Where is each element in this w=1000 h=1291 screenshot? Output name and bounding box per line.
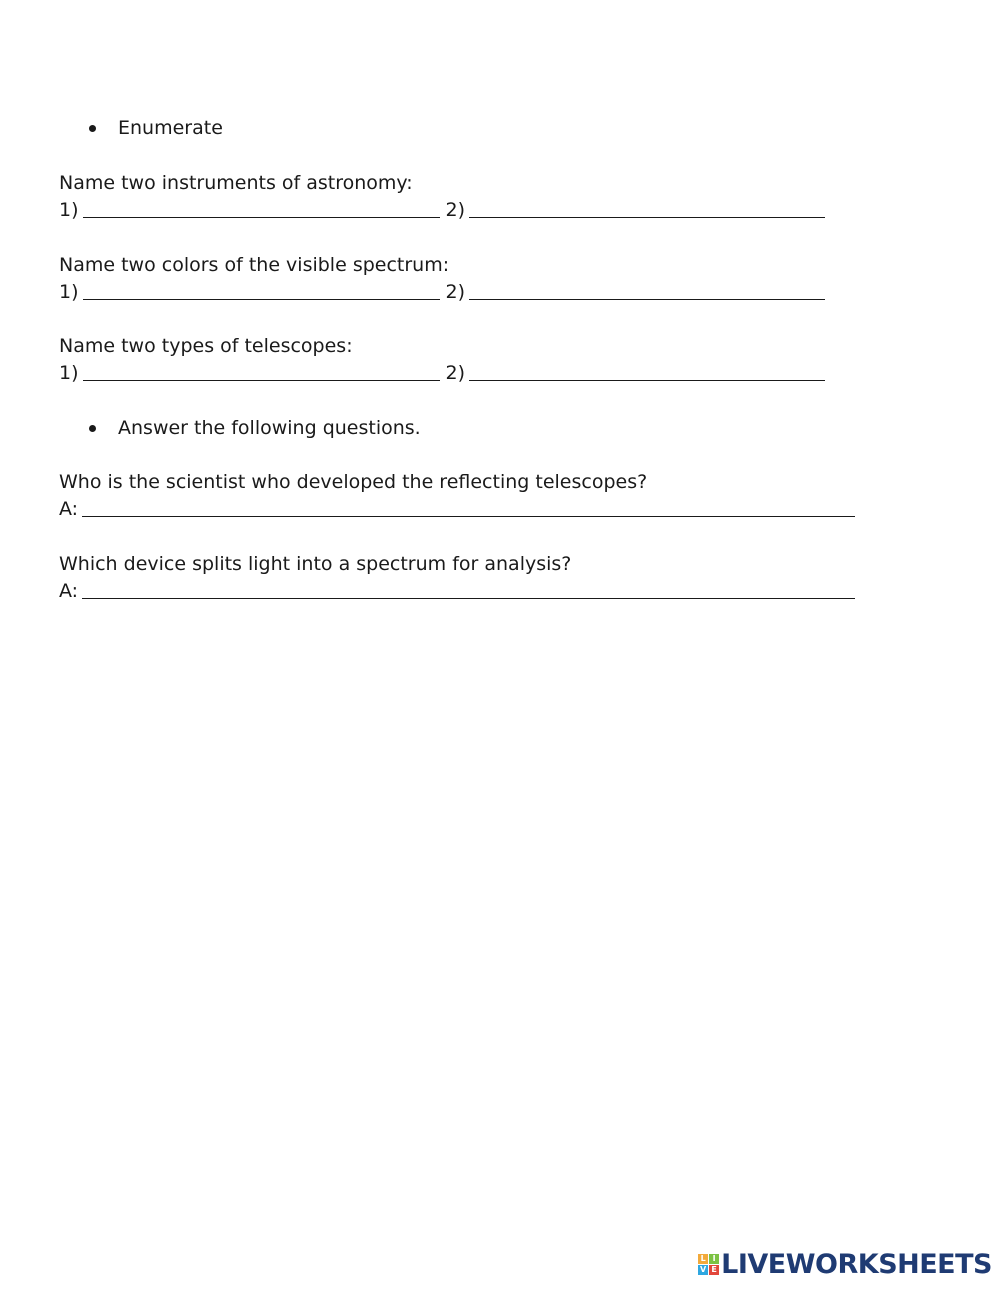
answer-label: A: [59, 580, 79, 602]
section-heading-questions: Answer the following questions. [118, 417, 421, 439]
logo-letter: V [700, 1264, 707, 1274]
answer-blank-2a[interactable] [83, 299, 440, 300]
enumerate-answer-row-3 [59, 362, 825, 384]
section-heading-enumerate: Enumerate [118, 117, 223, 139]
question-answer-row-2 [59, 580, 855, 602]
bullet-dot [89, 125, 96, 132]
bullet-dot [89, 425, 96, 432]
answer-label: A: [59, 498, 79, 520]
enumerate-answer-row-1 [59, 199, 825, 221]
answer-label-1: 1) [59, 199, 79, 221]
answer-blank-3b[interactable] [469, 380, 825, 381]
question-answer-row-1 [59, 498, 855, 520]
question-prompt-2: Which device splits light into a spectrum for analysis? [59, 553, 572, 575]
question-answer-blank-1[interactable] [82, 516, 855, 517]
answer-label-2: 2) [445, 362, 466, 384]
enumerate-prompt-2: Name two colors of the visible spectrum: [59, 254, 450, 276]
answer-blank-3a[interactable] [83, 380, 440, 381]
liveworksheets-logo[interactable] [698, 1249, 992, 1279]
logo-mark-icon [698, 1254, 719, 1275]
question-prompt-1: Who is the scientist who developed the reflecting telescopes? [59, 471, 648, 493]
enumerate-prompt-1: Name two instruments of astronomy: [59, 172, 413, 194]
answer-label-1: 1) [59, 281, 79, 303]
question-answer-blank-2[interactable] [82, 598, 855, 599]
answer-blank-2b[interactable] [469, 299, 825, 300]
enumerate-answer-row-2 [59, 281, 825, 303]
logo-letter: L [698, 1254, 708, 1264]
answer-label-2: 2) [445, 281, 466, 303]
answer-label-1: 1) [59, 362, 79, 384]
answer-blank-1a[interactable] [83, 217, 440, 218]
logo-letter: E [709, 1265, 719, 1275]
enumerate-prompt-3: Name two types of telescopes: [59, 335, 353, 357]
answer-label-2: 2) [445, 199, 466, 221]
brand-name: LIVEWORKSHEETS [721, 1248, 992, 1280]
answer-blank-1b[interactable] [469, 217, 825, 218]
logo-letter: I [709, 1254, 719, 1264]
